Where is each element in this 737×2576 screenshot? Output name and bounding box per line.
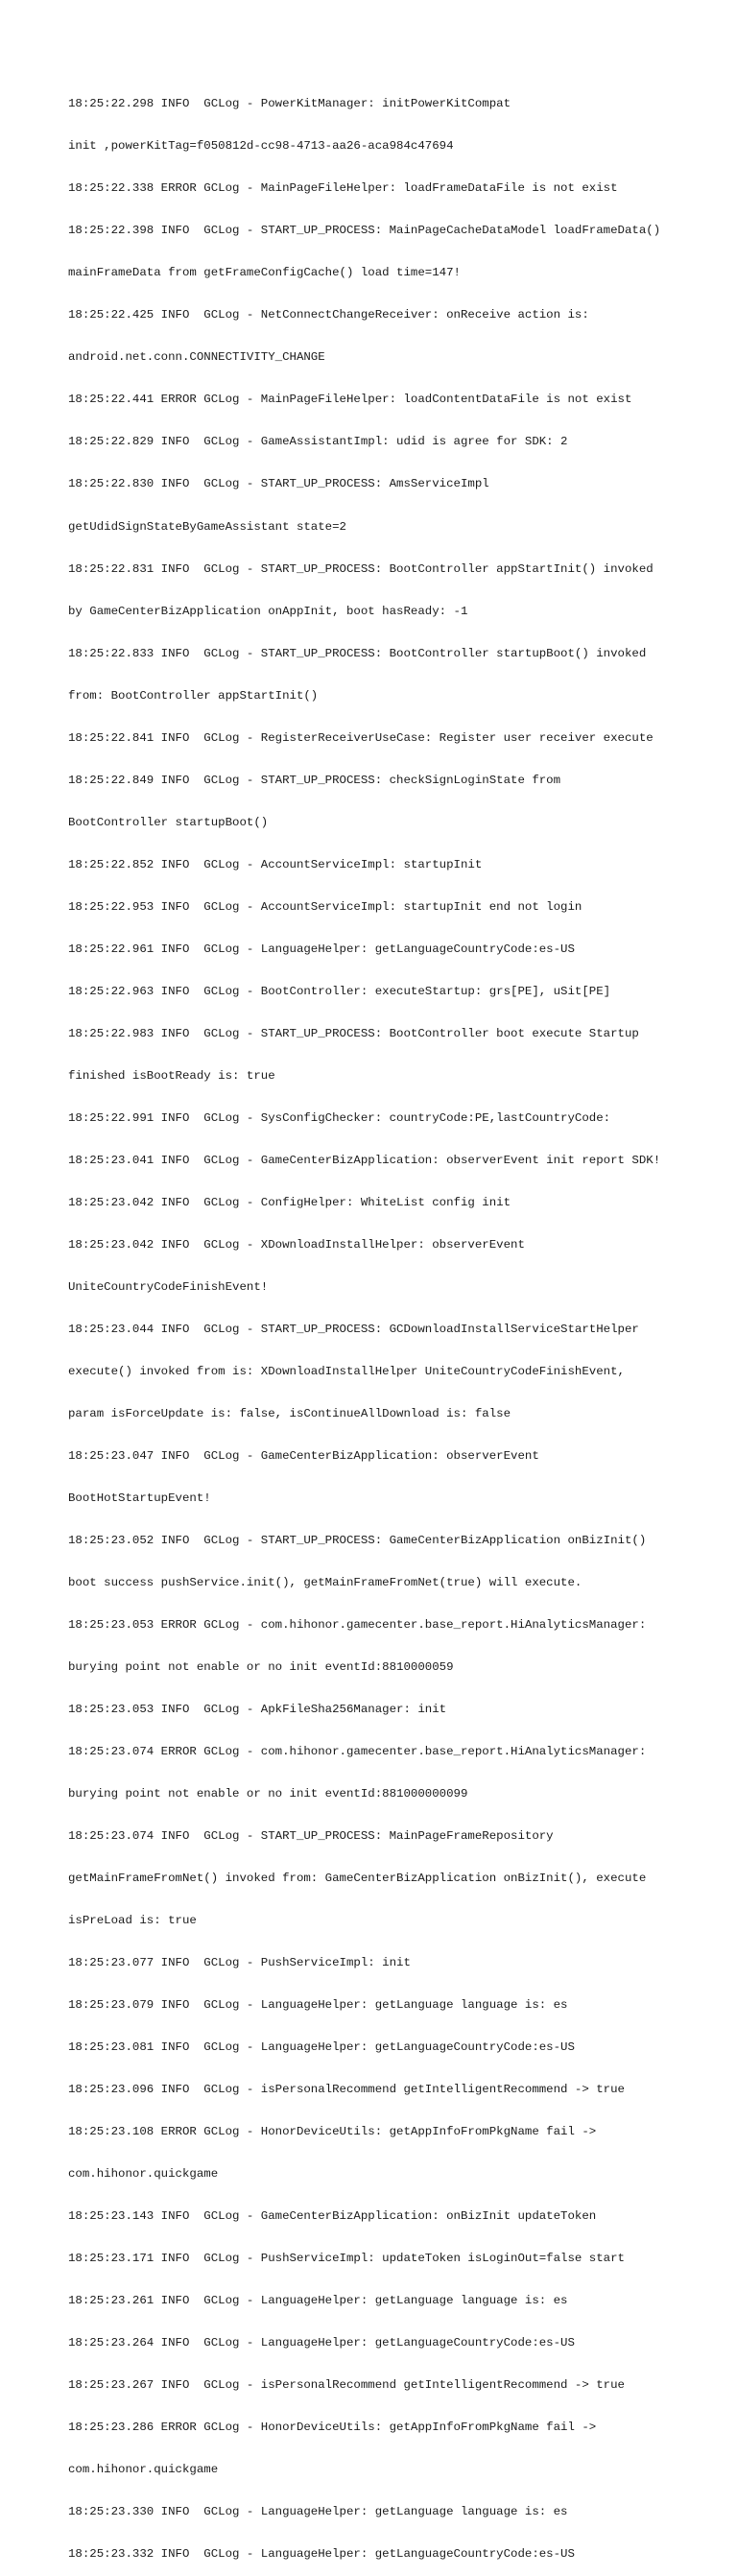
log-line: 18:25:22.398 INFO GCLog - START_UP_PROCESS: MainPageCacheDataModel loadFrameData() [68,224,661,238]
log-line: finished isBootReady is: true [68,1068,275,1083]
log-line: mainFrameData from getFrameConfigCache() load time=147! [68,266,461,280]
log-line: 18:25:22.963 INFO GCLog - BootController: executeStartup: grs[PE], uSit[PE] [68,984,611,998]
log-line: 18:25:22.298 INFO GCLog - PowerKitManager: initPowerKitCompat [68,97,511,111]
log-line: 18:25:22.852 INFO GCLog - AccountServiceImpl: startupInit [68,857,483,871]
log-line: burying point not enable or no init eventId:881000000099 [68,1786,468,1801]
log-line: 18:25:23.077 INFO GCLog - PushServiceImpl: init [68,1956,411,1970]
log-line: BootController startupBoot() [68,815,269,829]
log-document [68,69,721,2576]
log-line: 18:25:22.991 INFO GCLog - SysConfigChecker: countryCode:PE,lastCountryCode: [68,1110,611,1125]
log-line: 18:25:23.096 INFO GCLog - isPersonalRecommend getIntelligentRecommend -> true [68,2083,625,2097]
log-line: init ,powerKitTag=f050812d-cc98-4713-aa26-aca984c47694 [68,139,454,154]
log-line: 18:25:22.961 INFO GCLog - LanguageHelper: getLanguageCountryCode:es-US [68,942,575,956]
log-line: UniteCountryCodeFinishEvent! [68,1279,269,1294]
log-line: 18:25:22.829 INFO GCLog - GameAssistantImpl: udid is agree for SDK: 2 [68,435,568,449]
log-line: com.hihonor.quickgame [68,2463,219,2477]
log-line: 18:25:23.264 INFO GCLog - LanguageHelper: getLanguageCountryCode:es-US [68,2336,575,2350]
log-line: 18:25:23.261 INFO GCLog - LanguageHelper: getLanguage language is: es [68,2294,568,2308]
log-line: getUdidSignStateByGameAssistant state=2 [68,519,346,534]
log-line: 18:25:22.441 ERROR GCLog - MainPageFileHelper: loadContentDataFile is not exist [68,393,632,407]
log-line: 18:25:23.171 INFO GCLog - PushServiceImpl: updateToken isLoginOut=false start [68,2252,625,2266]
log-line: 18:25:23.143 INFO GCLog - GameCenterBizApplication: onBizInit updateToken [68,2209,597,2224]
log-line: from: BootController appStartInit() [68,688,319,703]
log-line: 18:25:23.074 ERROR GCLog - com.hihonor.gamecenter.base_report.HiAnalyticsManager: [68,1744,647,1758]
log-line: 18:25:23.330 INFO GCLog - LanguageHelper: getLanguage language is: es [68,2505,568,2519]
log-line: getMainFrameFromNet() invoked from: GameCenterBizApplication onBizInit(), execute [68,1872,647,1885]
log-line: android.net.conn.CONNECTIVITY_CHANGE [68,350,325,365]
log-line: 18:25:23.286 ERROR GCLog - HonorDeviceUtils: getAppInfoFromPkgName fail -> [68,2421,597,2435]
log-line: 18:25:23.047 INFO GCLog - GameCenterBizApplication: observerEvent [68,1448,539,1463]
log-line: isPreLoad is: true [68,1914,197,1928]
log-line: 18:25:22.953 INFO GCLog - AccountServiceImpl: startupInit end not login [68,899,582,914]
log-line: 18:25:23.332 INFO GCLog - LanguageHelper: getLanguageCountryCode:es-US [68,2547,575,2562]
log-line: burying point not enable or no init eventId:8810000059 [68,1659,454,1674]
log-line: 18:25:23.074 INFO GCLog - START_UP_PROCESS: MainPageFrameRepository [68,1828,554,1843]
log-line: 18:25:22.849 INFO GCLog - START_UP_PROCESS: checkSignLoginState from [68,773,561,787]
log-line: 18:25:22.338 ERROR GCLog - MainPageFileHelper: loadFrameDataFile is not exist [68,181,618,196]
log-line: 18:25:23.053 INFO GCLog - ApkFileSha256Manager: init [68,1702,447,1716]
log-line: execute() invoked from is: XDownloadInstallHelper UniteCountryCodeFinishEvent, [68,1364,625,1378]
log-line: 18:25:23.052 INFO GCLog - START_UP_PROCESS: GameCenterBizApplication onBizInit() [68,1533,647,1547]
log-line: 18:25:23.042 INFO GCLog - ConfigHelper: WhiteList config init [68,1195,511,1209]
log-line: BootHotStartupEvent! [68,1491,211,1505]
log-line: 18:25:22.830 INFO GCLog - START_UP_PROCESS: AmsServiceImpl [68,477,489,491]
log-line: by GameCenterBizApplication onAppInit, boot hasReady: -1 [68,604,468,618]
log-line: 18:25:22.425 INFO GCLog - NetConnectChangeReceiver: onReceive action is: [68,308,589,322]
log-line: 18:25:23.044 INFO GCLog - START_UP_PROCESS: GCDownloadInstallServiceStartHelper [68,1322,639,1336]
log-line: 18:25:23.041 INFO GCLog - GameCenterBizApplication: observerEvent init report SDK! [68,1153,661,1167]
log-line: 18:25:22.833 INFO GCLog - START_UP_PROCESS: BootController startupBoot() invoked [68,646,647,660]
log-line: 18:25:23.108 ERROR GCLog - HonorDeviceUtils: getAppInfoFromPkgName fail -> [68,2125,597,2139]
log-line: param isForceUpdate is: false, isContinueAllDownload is: false [68,1406,511,1420]
log-line: 18:25:23.042 INFO GCLog - XDownloadInstallHelper: observerEvent [68,1237,525,1252]
log-line: 18:25:23.081 INFO GCLog - LanguageHelper: getLanguageCountryCode:es-US [68,2040,575,2055]
log-line: 18:25:22.983 INFO GCLog - START_UP_PROCESS: BootController boot execute Startup [68,1026,639,1040]
log-line: com.hihonor.quickgame [68,2167,219,2182]
log-line: 18:25:22.831 INFO GCLog - START_UP_PROCESS: BootController appStartInit() invoked [68,561,654,576]
log-line: 18:25:23.053 ERROR GCLog - com.hihonor.gamecenter.base_report.HiAnalyticsManager: [68,1617,647,1632]
log-line: 18:25:22.841 INFO GCLog - RegisterReceiverUseCase: Register user receiver execute [68,730,654,745]
log-line: 18:25:23.267 INFO GCLog - isPersonalRecommend getIntelligentRecommend -> true [68,2378,625,2393]
log-line: boot success pushService.init(), getMainFrameFromNet(true) will execute. [68,1575,582,1589]
log-line: 18:25:23.079 INFO GCLog - LanguageHelper: getLanguage language is: es [68,1998,568,2013]
